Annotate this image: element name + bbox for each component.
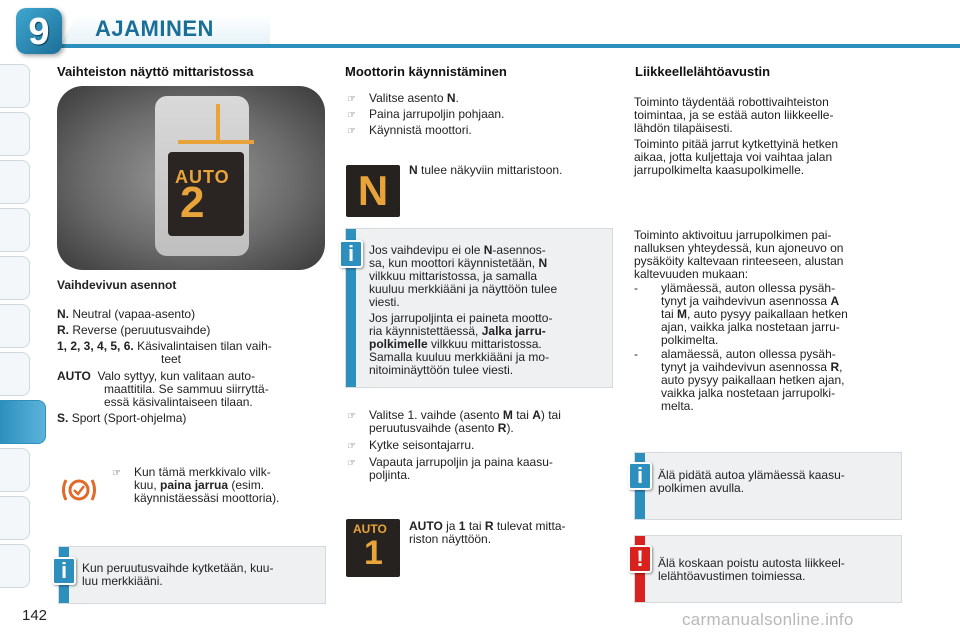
bullet-icon: ☞ (347, 110, 356, 121)
hill-p1-l2: toimintaa, ja se estää auton liikkeelle- (634, 108, 834, 122)
hill-p3-l1: Toiminto aktivoituu jarrupolkimen pai- (634, 228, 832, 242)
side-tab-6[interactable] (0, 304, 30, 348)
downhill-l4: vaikka jalka nostetaan jarrupolki- (661, 386, 836, 400)
side-tab-12[interactable] (0, 544, 30, 588)
position-manual-cont: teet (161, 352, 182, 366)
uphill-l4: ajan, vaikka jalka nostetaan jarru- (661, 320, 840, 334)
neutral-display-icon (346, 165, 400, 217)
info-icon: i (52, 557, 76, 585)
bullet-icon: ☞ (347, 411, 356, 422)
start-info-p2-l1: Jos jarrupoljinta ei paineta mootto- (369, 311, 553, 325)
side-tab-5[interactable] (0, 256, 30, 300)
gear-one: 1 (364, 534, 383, 572)
downhill-l3: auto pysyy paikallaan hetken ajan, (661, 373, 845, 387)
start-step-3: ☞ Käynnistä moottori. (347, 123, 472, 137)
uphill-l5: polkimelta. (661, 333, 719, 347)
hill-p2-l2: aikaa, jotta kuljettaja voi vaihtaa jalan (634, 150, 833, 164)
hill-p2-l1: Toiminto pitää jarrut kytkettyinä hetken (634, 137, 839, 151)
side-tab-7[interactable] (0, 352, 30, 396)
downhill-l5: melta. (661, 399, 694, 413)
start-info-p2-l3: polkimelle vilkkuu mittaristossa. (369, 337, 542, 351)
downhill-l2: tynyt ja vaihdevivun asennossa R, (661, 360, 843, 374)
bullet-icon: ☞ (347, 126, 356, 137)
neutral-letter: N (357, 167, 389, 214)
position-auto: AUTO Valo syttyy, kun valitaan auto- (57, 369, 256, 383)
start-info-p1-l3: vilkkuu mittaristossa, ja samalla (369, 269, 538, 283)
chapter-title: AJAMINEN (95, 16, 214, 41)
position-n: N. Neutral (vapaa-asento) (57, 307, 196, 321)
move-step-2: ☞ Kytke seisontajarru. (347, 438, 475, 452)
start-info-p2-l4: Samalla kuuluu merkkiääni ja mo- (369, 350, 550, 364)
accelerator-info-line1: Älä pidätä autoa ylämäessä kaasu- (658, 468, 845, 482)
hill-start-heading: Liikkeellelähtöavustin (635, 64, 771, 79)
downhill-dash: - (634, 347, 638, 361)
reverse-info-line1: Kun peruutusvaihde kytketään, kuu- (82, 561, 274, 575)
brake-warning-lamp-icon (60, 475, 98, 505)
chapter-number: 9 (28, 11, 50, 53)
hill-p2-l3: jarrupolkimelta kaasupolkimelle. (634, 163, 805, 177)
engine-start-heading: Moottorin käynnistäminen (345, 64, 507, 79)
warning-icon: ! (628, 545, 652, 573)
auto-note-line1: AUTO ja 1 tai R tulevat mitta- (409, 519, 566, 533)
side-tab-1[interactable] (0, 64, 30, 108)
uphill-l2: tynyt ja vaihdevivun asennossa A (661, 294, 840, 308)
start-info-p1-l2: sa, kun moottori käynnistetään, N (369, 256, 548, 270)
start-step-1: ☞ Valitse asento N. (347, 91, 459, 105)
uphill-dash: - (634, 281, 638, 295)
page-number: 142 (22, 607, 48, 624)
move-step-3-cont: poljinta. (369, 468, 411, 482)
accelerator-info-line2: polkimen avulla. (658, 481, 745, 495)
side-tab-10[interactable] (0, 448, 30, 492)
start-info-p1-l1: Jos vaihdevipu ei ole N-asennos- (369, 243, 546, 257)
start-info-p1-l5: viesti. (369, 295, 400, 309)
hill-p1-l1: Toiminto täydentää robottivaihteiston (634, 95, 829, 109)
bullet-icon: ☞ (347, 441, 356, 452)
warning-line1: Älä koskaan poistu autosta liikkeel- (658, 556, 845, 570)
info-icon: i (339, 240, 363, 268)
side-tab-2[interactable] (0, 112, 30, 156)
side-tab-3[interactable] (0, 160, 30, 204)
position-auto-cont1: maattitila. Se sammuu siirryttä- (104, 382, 269, 396)
warning-line2: lelähtöavustimen toimiessa. (658, 569, 806, 583)
side-tab-4[interactable] (0, 208, 30, 252)
hill-p3-l2: nalluksen yhteydessä, kun ajoneuvo on (634, 241, 844, 255)
start-info-p2-l5: nitoiminäyttöön tulee viesti. (369, 363, 514, 377)
brake-note-line2: kuu, paina jarrua (esim. (134, 478, 265, 492)
header-rule (60, 44, 960, 48)
brake-note-line1: ☞ Kun tämä merkkivalo vilk- (112, 465, 271, 479)
uphill-l1: ylämäessä, auton ollessa pysäh- (661, 281, 836, 295)
lever-positions-subheading: Vaihdevivun asennot (57, 278, 177, 292)
hill-p3-l4: kaltevuuden mukaan: (634, 267, 749, 281)
start-step-2: ☞ Paina jarrupoljin pohjaan. (347, 107, 505, 121)
move-step-1: ☞ Valitse 1. vaihde (asento M tai A) tai (347, 408, 561, 422)
lcd-pointer-vertical (216, 104, 220, 144)
lcd-gear-number: 2 (180, 178, 205, 227)
info-icon: i (628, 462, 652, 490)
hill-p3-l3: pysäköity kaltevaan rinteeseen, alustan (634, 254, 844, 268)
lcd-pointer-horizontal (178, 140, 254, 144)
watermark: carmanualsonline.info (682, 610, 854, 629)
reverse-info-line2: luu merkkiääni. (82, 574, 163, 588)
neutral-note: N tulee näkyviin mittaristoon. (409, 163, 563, 177)
bullet-icon: ☞ (112, 468, 121, 479)
start-info-p2-l2: ria käynnistettäessä, Jalka jarru- (369, 324, 546, 338)
bullet-icon: ☞ (347, 94, 356, 105)
brake-note-line3: käynnistäessäsi moottoria). (134, 491, 280, 505)
auto-first-display-icon (346, 519, 400, 577)
gearbox-display-heading: Vaihteiston näyttö mittaristossa (57, 64, 254, 79)
position-manual: 1, 2, 3, 4, 5, 6. Käsivalintaisen tilan vaih- (57, 339, 272, 353)
auto-note-line2: riston näyttöön. (409, 532, 492, 546)
uphill-l3: tai M, auto pysyy paikallaan hetken (661, 307, 848, 321)
bullet-icon: ☞ (347, 458, 356, 469)
auto-text: AUTO (353, 522, 387, 536)
side-tab-9-active[interactable] (0, 400, 46, 444)
move-step-1-cont: peruutusvaihde (asento R). (369, 421, 514, 435)
downhill-l1: alamäessä, auton ollessa pysäh- (661, 347, 836, 361)
position-auto-cont2: essä käsivalintaiseen tilaan. (104, 395, 253, 409)
position-r: R. Reverse (peruutusvaihde) (57, 323, 211, 337)
start-info-p1-l4: kuuluu merkkiääni ja näyttöön tulee (369, 282, 558, 296)
position-s: S. Sport (Sport-ohjelma) (57, 411, 187, 425)
hill-p1-l3: lähdön tilapäisesti. (634, 121, 733, 135)
move-step-3: ☞ Vapauta jarrupoljin ja paina kaasu- (347, 455, 553, 469)
lcd-mode-text: AUTO (175, 167, 230, 187)
side-tab-11[interactable] (0, 496, 30, 540)
